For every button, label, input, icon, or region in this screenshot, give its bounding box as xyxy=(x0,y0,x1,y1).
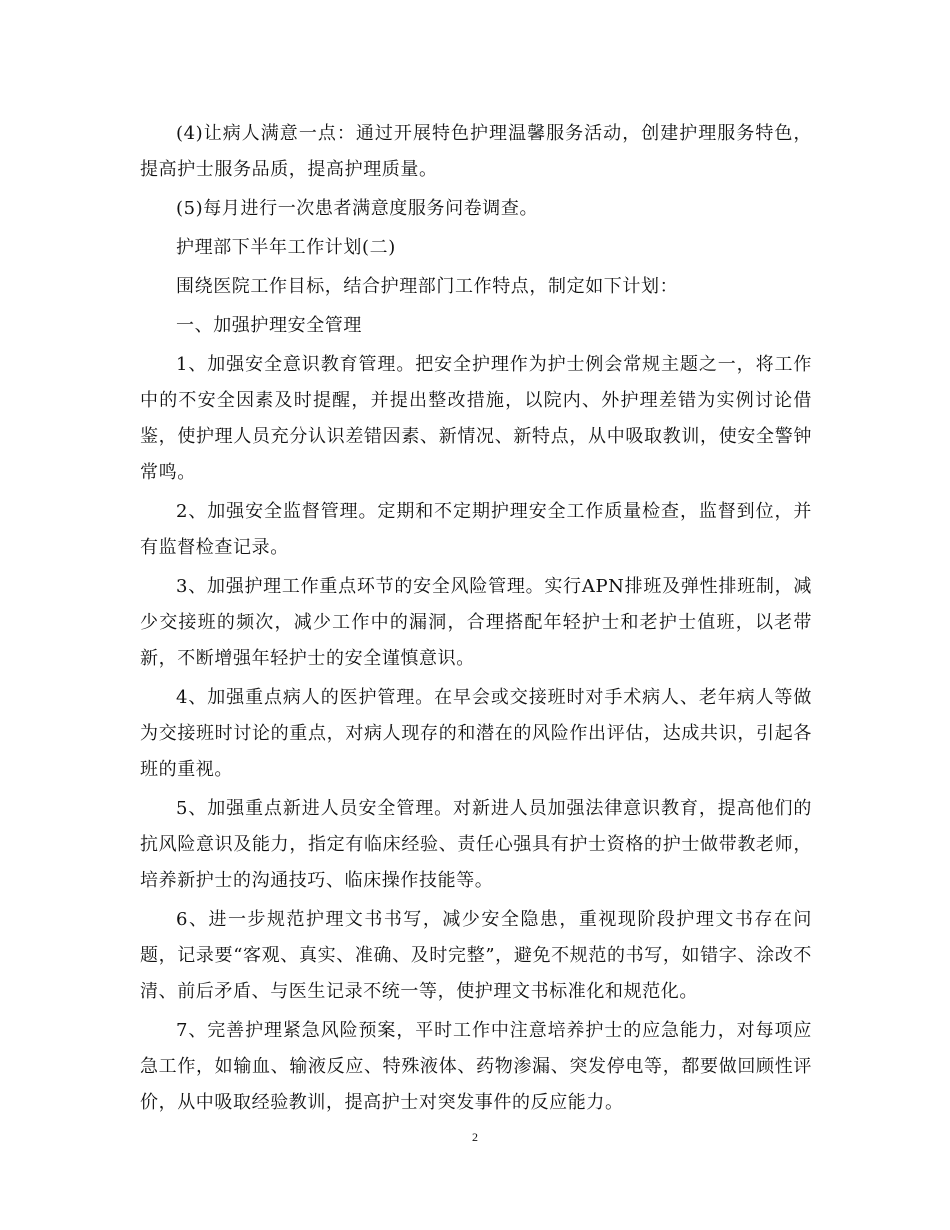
document-body xyxy=(140,116,812,1121)
paragraph-item-3: 3、加强护理工作重点环节的安全风险管理。实行APN排班及弹性排班制，减少交接班的频次，减少工作中的漏洞，合理搭配年轻护士和老护士值班，以老带新，不断增强年轻护士的安全谨慎意识。 xyxy=(140,576,812,669)
paragraph-intro: 围绕医院工作目标，结合护理部门工作特点，制定如下计划： xyxy=(176,276,679,297)
paragraph-item-6: 6、进一步规范护理文书书写，减少安全隐患，重视现阶段护理文书存在问题，记录要“客观、真实、准确、及时完整”，避免不规范的书写，如错字、涂改不清、前后矛盾、与医生记录不统一等，使护理文书标准化和规范化。 xyxy=(140,909,812,1002)
paragraph-satisfaction-4: (4)让病人满意一点：通过开展特色护理温馨服务活动，创建护理服务特色，提高护士服务品质，提高护理质量。 xyxy=(140,123,812,180)
paragraph-item-5: 5、加强重点新进人员安全管理。对新进人员加强法律意识教育，提高他们的抗风险意识及能力，指定有临床经验、责任心强具有护士资格的护士做带教老师，培养新护士的沟通技巧、临床操作技能等。 xyxy=(140,798,812,891)
paragraph-satisfaction-5: (5)每月进行一次患者满意度服务问卷调查。 xyxy=(176,198,539,219)
section-heading-plan-2: 护理部下半年工作计划(二) xyxy=(176,237,396,258)
paragraph-item-1: 1、加强安全意识教育管理。把安全护理作为护士例会常规主题之一，将工作中的不安全因素及时提醒，并提出整改措施，以院内、外护理差错为实例讨论借鉴，使护理人员充分认识差错因素、新情况、新特点，从中吸取教训，使安全警钟常鸣。 xyxy=(140,354,812,483)
paragraph-item-7: 7、完善护理紧急风险预案，平时工作中注意培养护士的应急能力，对每项应急工作，如输血、输液反应、特殊液体、药物渗漏、突发停电等，都要做回顾性评价，从中吸取经验教训，提高护士对突发事件的反应能力。 xyxy=(140,1020,812,1113)
section-heading-safety: 一、加强护理安全管理 xyxy=(176,315,362,336)
paragraph-item-4: 4、加强重点病人的医护管理。在早会或交接班时对手术病人、老年病人等做为交接班时讨论的重点，对病人现存的和潜在的风险作出评估，达成共识，引起各班的重视。 xyxy=(140,687,812,780)
paragraph-item-2: 2、加强安全监督管理。定期和不定期护理安全工作质量检查，监督到位，并有监督检查记录。 xyxy=(140,501,812,558)
page-number: 2 xyxy=(472,1130,478,1144)
